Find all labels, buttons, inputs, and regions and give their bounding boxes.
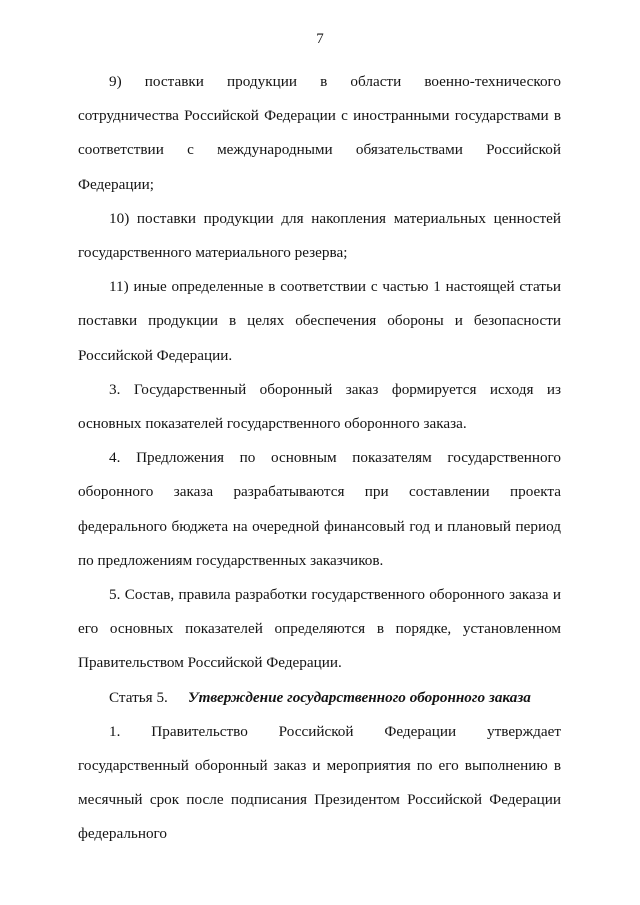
article-label: Статья 5. [109,688,168,706]
paragraph-part-4: 4. Предложения по основным показателям государственного оборонного заказа разрабатываются при составлении проекта федерального бюджета на очередной финансовый год и плановый период по предложениям государственных заказчиков. [78,449,561,569]
paragraph-part-5: 5. Состав, правила разработки государственного оборонного заказа и его основных показателей определяются в порядке, установленном Правительством Российской Федерации. [78,586,561,672]
article-title: Утверждение государственного оборонного заказа [188,688,531,706]
paragraph-part-3: 3. Государственный оборонный заказ формируется исходя из основных показателей государственного оборонного заказа. [78,380,561,433]
article-heading [78,681,561,715]
paragraph-item-9: 9) поставки продукции в области военно-технического сотрудничества Российской Федерации с иностранными государствами в соответствии с международными обязательствами Российской Федерации; [78,73,561,193]
document-body [78,65,561,852]
paragraph-item-11: 11) иные определенные в соответствии с частью 1 настоящей статьи поставки продукции в целях обеспечения обороны и безопасности Российской Федерации. [78,278,561,364]
paragraph-item-10: 10) поставки продукции для накопления материальных ценностей государственного материального резерва; [78,209,561,262]
page-number: 7 [316,31,324,47]
article-paragraph-1: 1. Правительство Российской Федерации утверждает государственный оборонный заказ и мероприятия по его выполнению в месячный срок после подписания Президентом Российской Федерации федерального [78,722,561,843]
